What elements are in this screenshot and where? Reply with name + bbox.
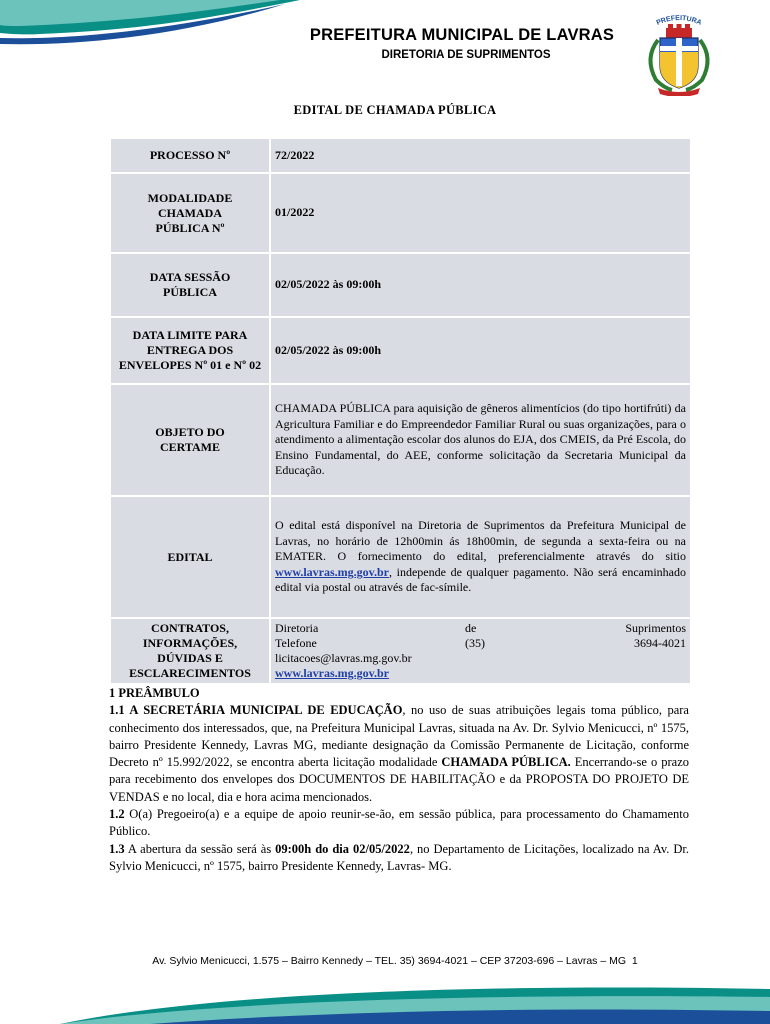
table-row xyxy=(111,318,690,383)
page-number: 1 xyxy=(631,955,638,967)
table-row xyxy=(111,497,690,617)
contact-line-1-b: de xyxy=(465,621,477,635)
edital-text-before: O edital está disponível na Diretoria de Suprimentos da Prefeitura Municipal de Lavras, no horário de 12h00min ás 18h00min, de segunda a sexta-feira ou na EMATER. O fornecimento do edital, preferencialmente através do sitio xyxy=(275,518,686,564)
p1-bold: A SECRETÁRIA MUNICIPAL DE EDUCAÇÃO xyxy=(124,703,403,718)
municipal-crest-icon xyxy=(638,10,720,96)
footer-swoosh xyxy=(0,975,770,1024)
table-row xyxy=(111,385,690,495)
data-limite-value: 02/05/2022 às 09:00h xyxy=(271,318,690,383)
objeto-label xyxy=(111,385,269,495)
header-title: PREFEITURA MUNICIPAL DE LAVRAS xyxy=(309,26,615,44)
p1-text-a: , no uso de suas atribuições legais toma público, para conhecimento dos interessados, que, na Prefeitura Municipal Lavras, situada na Av. Dr. Sylvio Menicucci, nº 1575, bairro Presidente Kennedy, Lavras MG, mediante designação da Comissão Permanente de Licitação, conforme Decreto nº 15.992/2022, se encontra aberta licitação modalidade xyxy=(109,703,689,770)
edital-label: EDITAL xyxy=(111,497,269,617)
section-title: 1 PREÂMBULO xyxy=(109,686,200,700)
contact-line-2-c: 3694-4021 xyxy=(634,636,686,650)
edital-website-link[interactable]: www.lavras.mg.gov.br xyxy=(275,564,389,579)
contact-line-1-a: Diretoria xyxy=(275,621,319,635)
edital-text-after: , independe de qualquer pagamento. Não será encaminhado edital via postal ou através de fac-símile. xyxy=(275,564,686,595)
edital-value xyxy=(271,497,690,617)
objeto-value: CHAMADA PÚBLICA para aquisição de gêneros alimentícios (do tipo hortifrúti) da Agricultura Familiar e do Empreendedor Familiar Rural ou suas organizações, para o atendimento a alimentação escolar dos alunos do EJA, dos CMEIS, da Pré Escola, do Ensino Fundamental, do AEE, conforme solicitação da Secretaria Municipal da Educação. xyxy=(271,385,690,495)
processo-label: PROCESSO Nº xyxy=(111,139,269,172)
contact-line-2 xyxy=(275,636,686,651)
data-sessao-value: 02/05/2022 às 09:00h xyxy=(271,254,690,316)
header-swoosh xyxy=(0,0,300,50)
contact-line-1 xyxy=(275,621,686,636)
contratos-value xyxy=(271,619,690,683)
info-table xyxy=(109,137,692,685)
p2-number: 1.2 xyxy=(109,807,125,822)
processo-value: 72/2022 xyxy=(271,139,690,172)
page-footer xyxy=(0,955,770,967)
table-row xyxy=(111,174,690,252)
paragraph-1-1 xyxy=(109,702,689,806)
objeto-label-text: OBJETO DO CERTAME xyxy=(155,425,225,454)
table-row xyxy=(111,619,690,683)
edital-title: EDITAL DE CHAMADA PÚBLICA xyxy=(293,103,497,117)
modalidade-label-text: MODALIDADE CHAMADA PÚBLICA Nº xyxy=(147,190,233,235)
preambulo-section xyxy=(109,685,689,875)
p3-number: 1.3 xyxy=(109,841,125,856)
crest-label: PREFEITURA xyxy=(655,14,703,27)
p3-text-b: , no Departamento de Licitações, localizado na Av. Dr. Sylvio Menicucci, nº 1575, bairro Presidente Kennedy, Lavras- MG. xyxy=(109,841,690,873)
header-subtitle: DIRETORIA DE SUPRIMENTOS xyxy=(381,49,551,61)
data-limite-label-text: DATA LIMITE PARA ENTREGA DOS ENVELOPES Nº 01 e Nº 02 xyxy=(118,328,262,372)
footer-address: Av. Sylvio Menicucci, 1.575 – Bairro Kennedy – TEL. 35) 3694-4021 – CEP 37203-696 – Lavras – MG xyxy=(152,955,627,967)
p3-bold: 09:00h do dia 02/05/2022 xyxy=(275,841,410,856)
data-sessao-label xyxy=(111,254,269,316)
contact-line-2-a: Telefone xyxy=(275,636,317,650)
p1-number: 1.1 xyxy=(109,703,125,718)
contact-line-2-b: (35) xyxy=(465,636,485,650)
p1-bold-2: CHAMADA PÚBLICA. xyxy=(441,755,571,770)
contact-line-1-c: Suprimentos xyxy=(625,621,686,635)
modalidade-value: 01/2022 xyxy=(271,174,690,252)
table-row xyxy=(111,139,690,172)
p2-text: O(a) Pregoeiro(a) e a equipe de apoio reunir-se-ão, em sessão pública, para processamento do Chamamento Público. xyxy=(109,807,689,839)
paragraph-1-3 xyxy=(109,841,689,876)
contratos-label-text: CONTRATOS, INFORMAÇÕES, DÚVIDAS E ESCLARECIMENTOS xyxy=(129,621,251,680)
p1-text-b: Encerrando-se o prazo para recebimento dos envelopes dos DOCUMENTOS DE HABILITAÇÃO e da PROPOSTA DO PROJETO DE VENDAS e no local, dia e hora acima mencionados. xyxy=(109,755,689,804)
p3-text-a: A abertura da sessão será às xyxy=(124,841,276,856)
data-limite-label xyxy=(111,318,269,383)
table-row xyxy=(111,254,690,316)
data-sessao-label-text: DATA SESSÃO PÚBLICA xyxy=(149,270,231,299)
contact-email: licitacoes@lavras.mg.gov.br xyxy=(275,651,412,665)
contact-website-link[interactable]: www.lavras.mg.gov.br xyxy=(275,666,389,680)
paragraph-1-2 xyxy=(109,806,689,841)
modalidade-label xyxy=(111,174,269,252)
contratos-label xyxy=(111,619,269,683)
